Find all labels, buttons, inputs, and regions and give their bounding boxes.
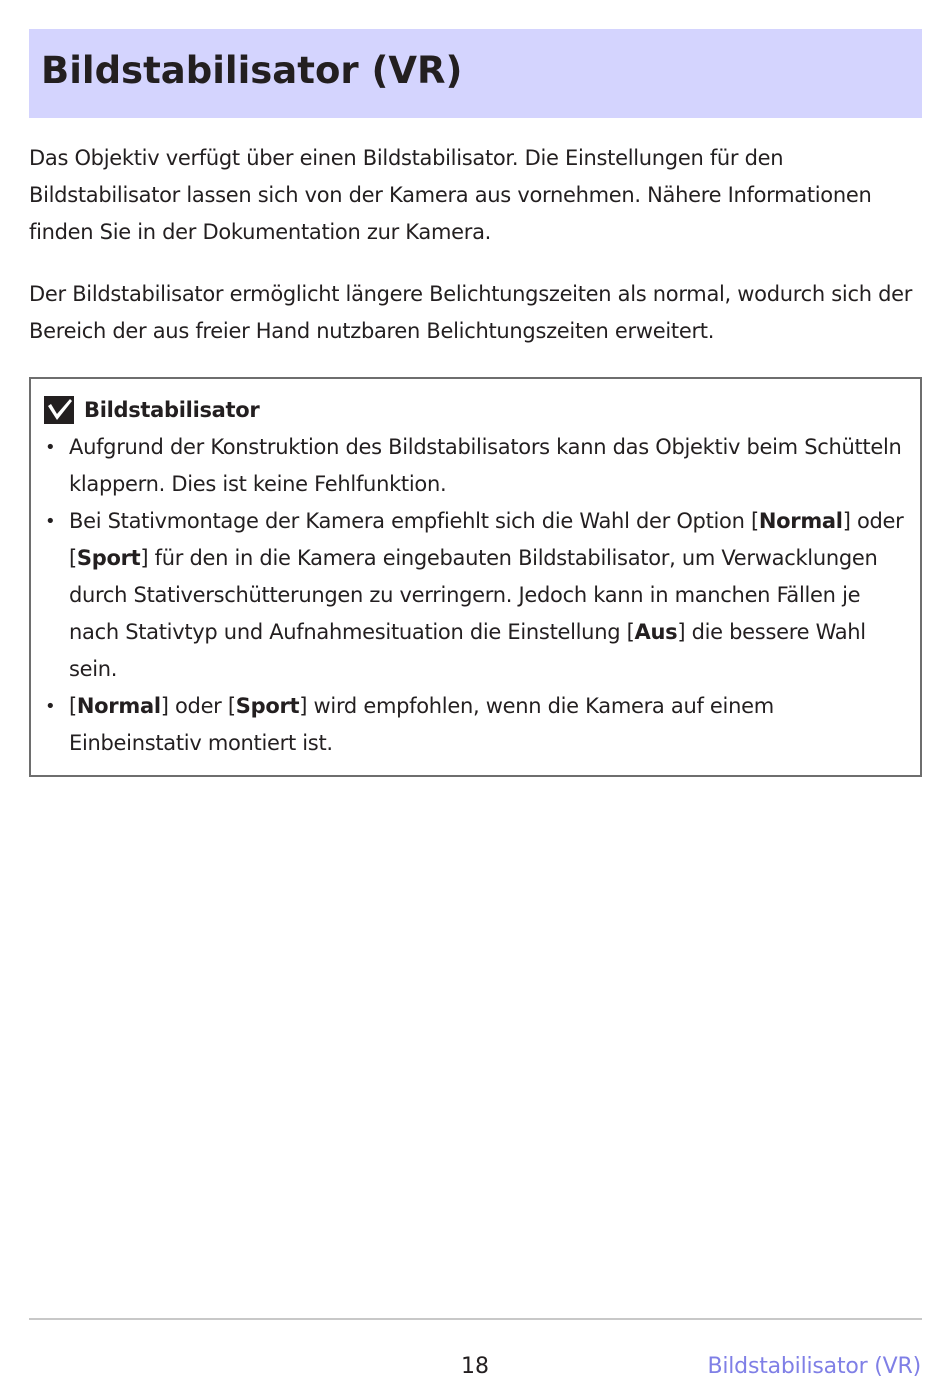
- section-link[interactable]: Bildstabilisator (VR): [707, 1354, 921, 1379]
- page-number: 18: [461, 1354, 489, 1379]
- note-title: Bildstabilisator: [84, 398, 260, 422]
- option-sport: Sport: [235, 694, 300, 718]
- page-title: Bildstabilisator (VR): [41, 49, 463, 92]
- option-aus: Aus: [634, 620, 678, 644]
- bullet-icon: •: [45, 437, 56, 458]
- text-run: ] für den in die Kamera eingebauten Bildstabilisator, um Verwacklungen durch Stativerschütterungen zu verringern. Jedoch kann in manchen Fällen je nach Stativtyp und Aufnahmesituation die Einstellung [: [69, 546, 878, 644]
- description-paragraph: Der Bildstabilisator ermöglicht längere Belichtungszeiten als normal, wodurch sich der Bereich der aus freier Hand nutzbaren Belichtungszeiten erweitert.: [29, 282, 913, 343]
- list-item-text: [69, 509, 904, 681]
- list-item: [31, 429, 911, 503]
- note-header: [44, 393, 259, 427]
- bullet-icon: •: [45, 511, 56, 532]
- option-sport: Sport: [76, 546, 141, 570]
- title-banner: [29, 29, 922, 118]
- list-item-text: Aufgrund der Konstruktion des Bildstabilisators kann das Objektiv beim Schütteln klappern. Dies ist keine Fehlfunktion.: [69, 435, 902, 496]
- intro-paragraph: Das Objektiv verfügt über einen Bildstabilisator. Die Einstellungen für den Bildstabilisator lassen sich von der Kamera aus vornehmen. Nähere Informationen finden Sie in der Dokumentation zur Kamera.: [29, 146, 872, 244]
- text-run: ] die bessere Wahl sein.: [69, 620, 866, 681]
- bullet-icon: •: [45, 696, 56, 717]
- footer-divider: [29, 1318, 922, 1320]
- list-item-text: [69, 694, 774, 755]
- text-run: Bei Stativmontage der Kamera empfiehlt sich die Wahl der Option [: [69, 509, 759, 533]
- list-item: [31, 503, 911, 688]
- text-run: ] oder [: [160, 694, 236, 718]
- text-run: ] oder [: [69, 509, 904, 570]
- option-normal: Normal: [758, 509, 843, 533]
- option-normal: Normal: [76, 694, 161, 718]
- list-item: [31, 688, 911, 762]
- note-box: [29, 377, 922, 777]
- text-run: [: [69, 694, 77, 718]
- check-mark-icon: [44, 396, 74, 424]
- note-bullet-list: [31, 429, 911, 762]
- text-run: ] wird empfohlen, wenn die Kamera auf einem Einbeinstativ montiert ist.: [69, 694, 774, 755]
